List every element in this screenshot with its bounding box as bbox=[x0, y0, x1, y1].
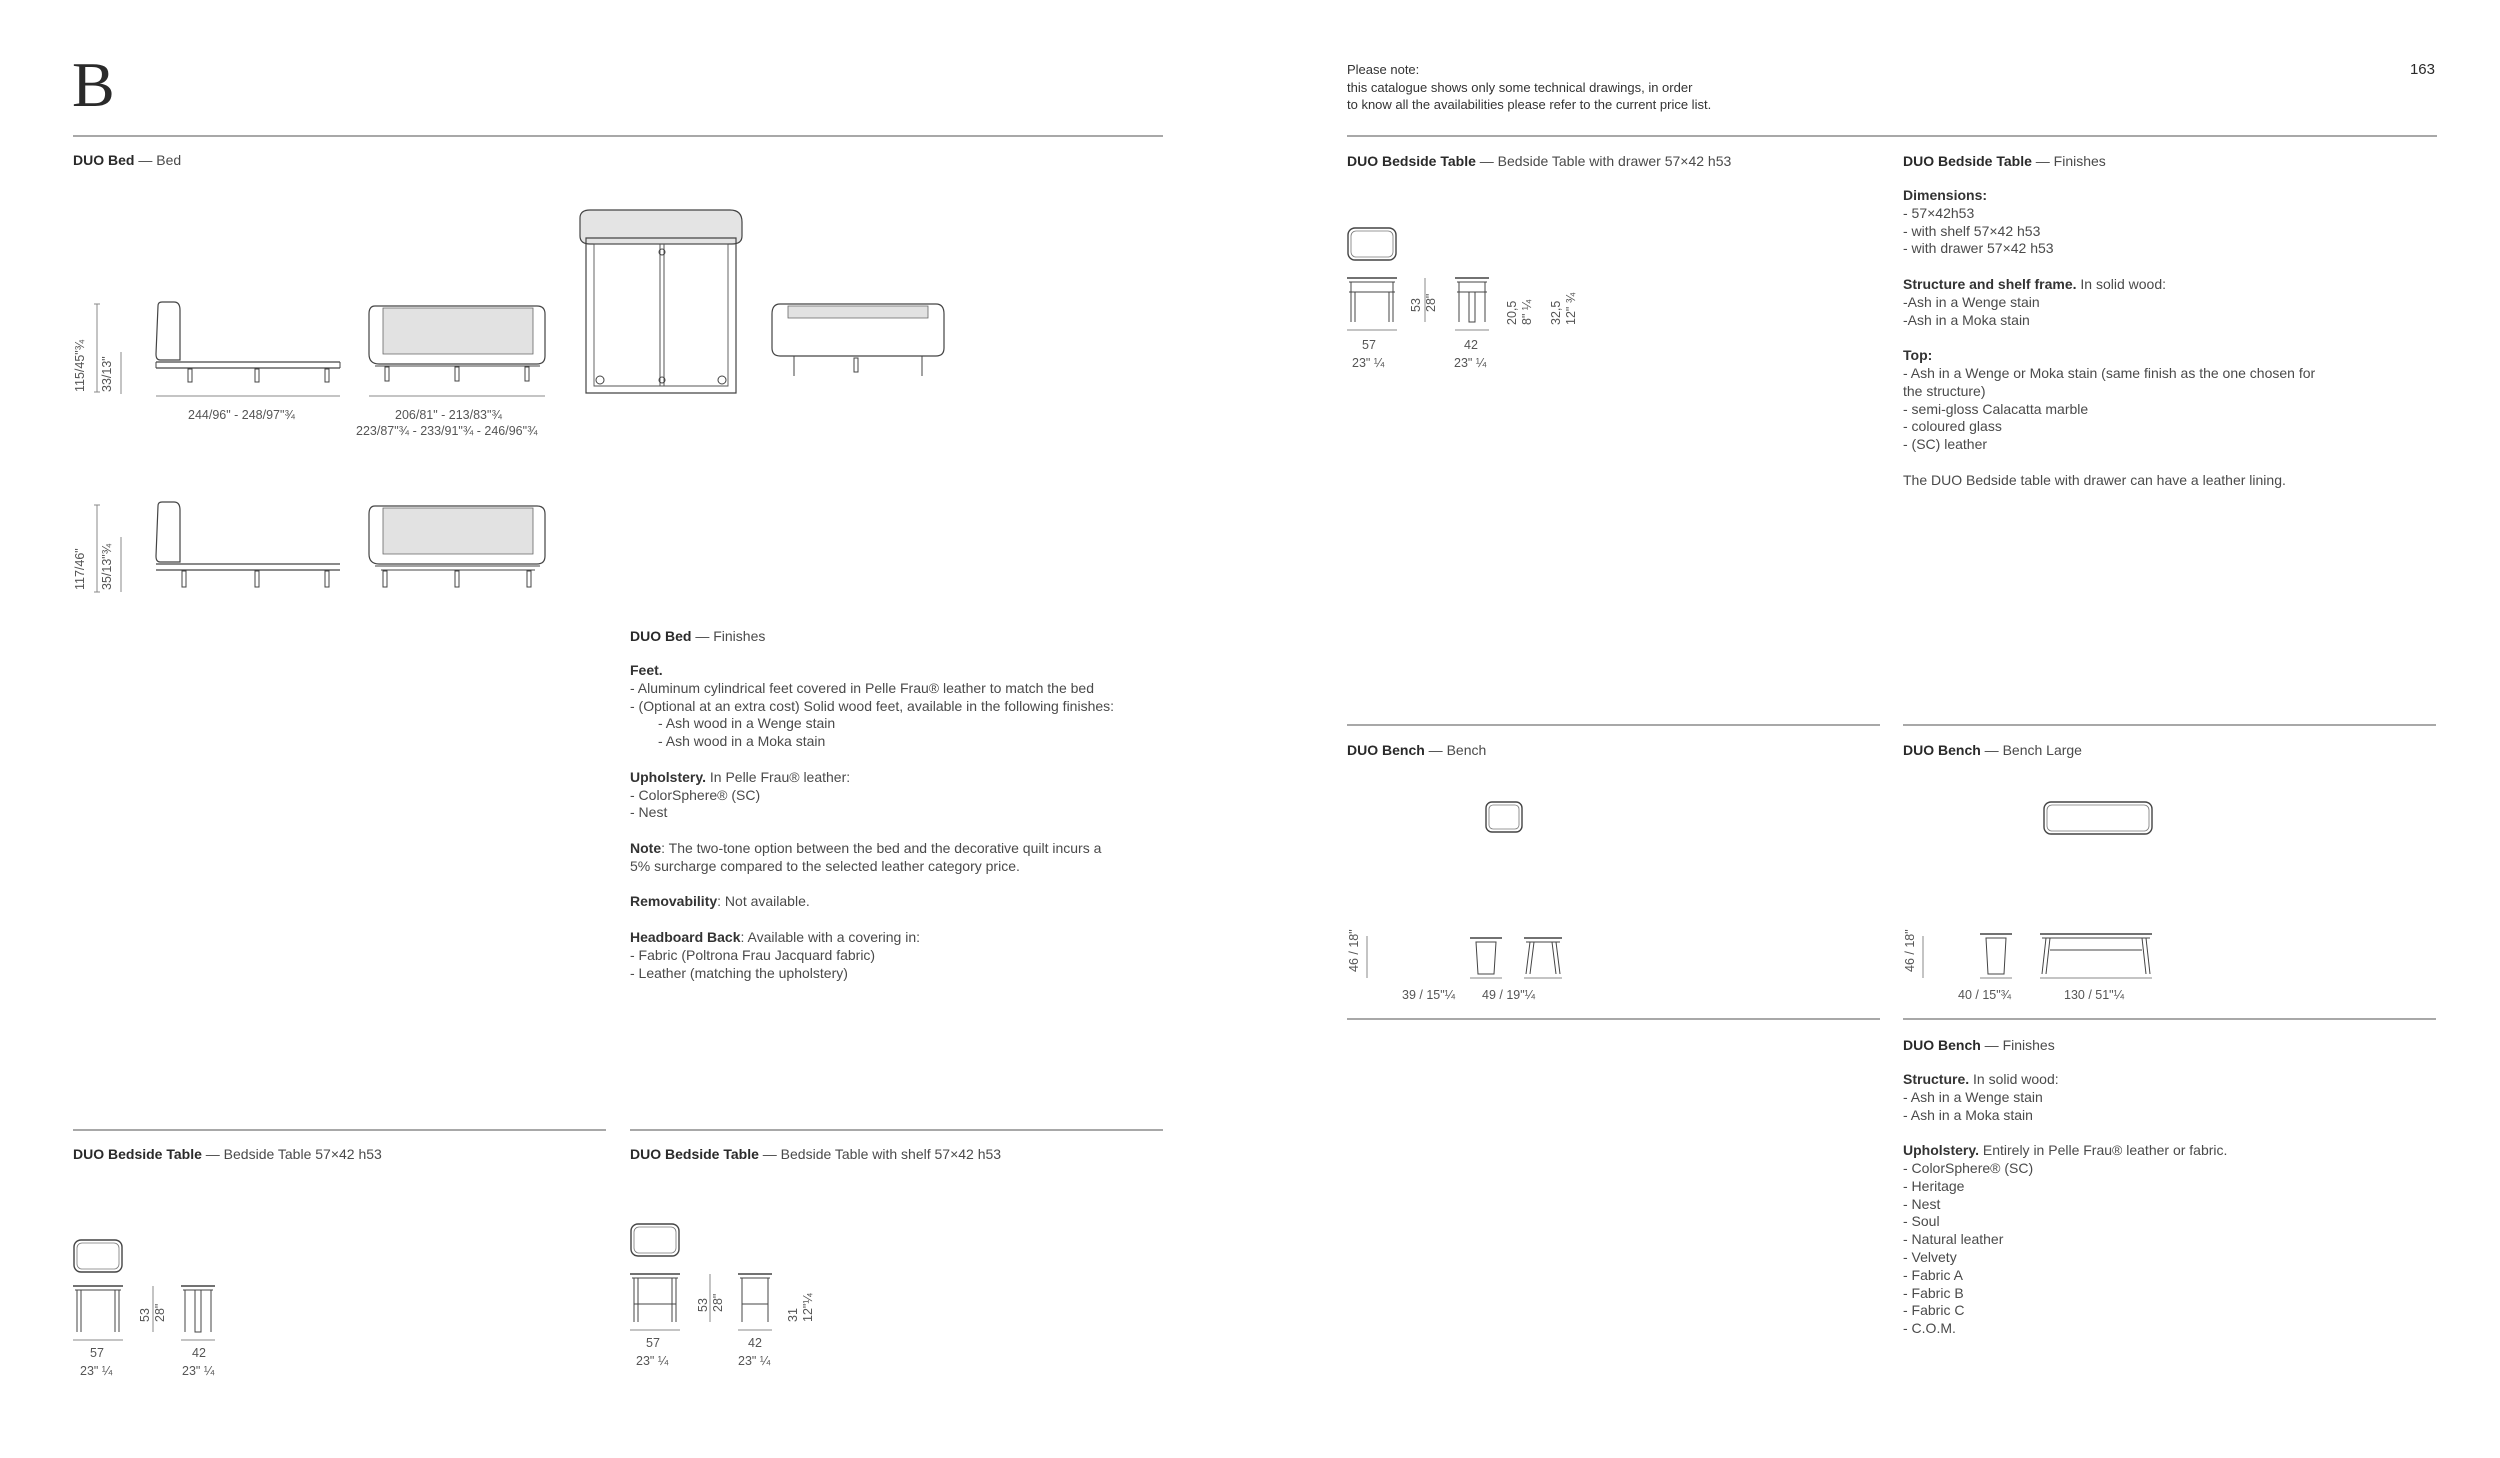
bedside-basic-width: 57 bbox=[90, 1346, 104, 1360]
bedside-basic-depth: 42 bbox=[192, 1346, 206, 1360]
bedside-basic-header: DUO Bedside Table — Bedside Table 57×42 h53 bbox=[73, 1146, 382, 1162]
bed-front-width-options: 223/87"¾ - 233/91"¾ - 246/96"¾ bbox=[356, 424, 538, 438]
divider bbox=[1347, 1018, 1880, 1020]
catalogue-note bbox=[1347, 61, 1711, 114]
bedside-basic-height-in: 28" bbox=[153, 1303, 167, 1322]
bedside-drawer-width-in: 23" ¼ bbox=[1352, 356, 1385, 370]
bed-back-view bbox=[768, 300, 948, 390]
bedside-drawer-inner-height: 32,5 bbox=[1549, 300, 1563, 325]
bed-frame-height-label: 33/13" bbox=[100, 356, 114, 392]
bedside-drawer-depth-in: 23" ¼ bbox=[1454, 356, 1487, 370]
bed-side-view bbox=[150, 300, 345, 400]
bed-header: DUO Bed — Bed bbox=[73, 152, 182, 168]
section-letter: B bbox=[72, 49, 115, 120]
bed-finishes-text: Feet. - Aluminum cylindrical feet covered in Pelle Frau® leather to match the bed - (Optional at an extra cost) Solid wood feet, available in the following finishes: - Ash wood in a Wenge stain - Ash wood in a Moka stain Upholstery. In Pelle Frau® leather: - ColorSphere® (SC) - Nest Note: The two-tone option between the bed and the decorative quilt incurs a 5% surcharge compared to the selected leather category price. Removability: Not available. Headboard Back: Available with a covering in: - Fabric (Poltrona Frau Jacquard fabric) - Leather (matching the upholstery) bbox=[630, 662, 1115, 981]
bed-front-view-alt bbox=[365, 500, 550, 600]
bedside-shelf-depth-in: 23" ¼ bbox=[738, 1354, 771, 1368]
bench-height: 46 / 18" bbox=[1347, 929, 1361, 972]
bench-large-header: DUO Bench — Bench Large bbox=[1903, 742, 2082, 758]
dimension-lines bbox=[118, 352, 128, 602]
bedside-basic-depth-in: 23" ¼ bbox=[182, 1364, 215, 1378]
bedside-basic-height: 53 bbox=[138, 1308, 152, 1322]
bench-drawing bbox=[1470, 800, 1580, 980]
divider bbox=[1903, 1018, 2436, 1020]
bed-front-view bbox=[365, 300, 550, 400]
bedside-drawer-drawer-height-in: 8" ¼ bbox=[1520, 299, 1534, 325]
note-line: to know all the availabilities please refer to the current price list. bbox=[1347, 97, 1712, 112]
bedside-drawer-drawer-height: 20,5 bbox=[1505, 300, 1519, 325]
bench-width: 49 / 19"¼ bbox=[1482, 988, 1536, 1002]
bench-large-height: 46 / 18" bbox=[1903, 929, 1917, 972]
bench-depth: 39 / 15"¼ bbox=[1402, 988, 1456, 1002]
bedside-drawer-width: 57 bbox=[1362, 338, 1376, 352]
divider bbox=[73, 135, 1163, 137]
bedside-basic-drawing bbox=[73, 1238, 233, 1358]
bedside-shelf-height: 53 bbox=[696, 1298, 710, 1312]
bench-finishes-text: Structure. In solid wood: - Ash in a Wenge stain - Ash in a Moka stain Upholstery. Entirely in Pelle Frau® leather or fabric. - ColorSphere® (SC) - Heritage - Nest - Soul - Natural leather - Velvety - Fabric A - Fabric B - Fabric C - C.O.M. bbox=[1903, 1071, 2228, 1337]
bed-front-width-label: 206/81" - 213/83"¾ bbox=[395, 408, 502, 422]
bed-frame-height-label: 35/13"¾ bbox=[100, 543, 114, 590]
bedside-shelf-width: 57 bbox=[646, 1336, 660, 1350]
bedside-shelf-shelf-height-in: 12"¼ bbox=[801, 1293, 815, 1322]
divider bbox=[1347, 135, 2437, 137]
bedside-shelf-header: DUO Bedside Table — Bedside Table with shelf 57×42 h53 bbox=[630, 1146, 1002, 1162]
bed-side-width-label: 244/96" - 248/97"¾ bbox=[188, 408, 295, 422]
bedside-shelf-depth: 42 bbox=[748, 1336, 762, 1350]
bench-large-depth: 40 / 15"¾ bbox=[1958, 988, 2012, 1002]
bedside-drawer-height: 53 bbox=[1409, 298, 1423, 312]
bedside-finishes-header: DUO Bedside Table — Finishes bbox=[1903, 153, 2106, 169]
bedside-shelf-drawing bbox=[630, 1222, 790, 1342]
bed-top-view bbox=[574, 208, 749, 398]
divider bbox=[630, 1129, 1163, 1131]
bedside-drawer-height-in: 28" bbox=[1424, 293, 1438, 312]
bedside-drawer-header: DUO Bedside Table — Bedside Table with drawer 57×42 h53 bbox=[1347, 153, 1732, 169]
bed-height-label: 115/45"¾ bbox=[73, 339, 87, 392]
bench-header: DUO Bench — Bench bbox=[1347, 742, 1487, 758]
page-number: 163 bbox=[2409, 61, 2435, 78]
bedside-shelf-height-in: 28" bbox=[711, 1293, 725, 1312]
note-line: Please note: bbox=[1347, 62, 1420, 77]
bench-large-width: 130 / 51"¼ bbox=[2064, 988, 2125, 1002]
bedside-drawer-depth: 42 bbox=[1464, 338, 1478, 352]
divider bbox=[1347, 724, 1880, 726]
bed-finishes-header: DUO Bed — Finishes bbox=[630, 628, 766, 644]
divider bbox=[73, 1129, 606, 1131]
divider bbox=[1903, 724, 2436, 726]
dimension-lines bbox=[94, 300, 104, 600]
bedside-drawer-drawing bbox=[1347, 226, 1517, 346]
bench-large-drawing bbox=[1980, 800, 2160, 980]
bedside-drawer-inner-height-in: 12" ¾ bbox=[1564, 292, 1578, 325]
bed-height-label: 117/46" bbox=[73, 548, 87, 590]
bedside-basic-width-in: 23" ¼ bbox=[80, 1364, 113, 1378]
bed-side-view-alt bbox=[150, 500, 345, 600]
bench-finishes-header: DUO Bench — Finishes bbox=[1903, 1037, 2055, 1053]
note-line: this catalogue shows only some technical drawings, in order bbox=[1347, 79, 1693, 95]
dimension-lines bbox=[1920, 928, 1930, 988]
bedside-shelf-width-in: 23" ¼ bbox=[636, 1354, 669, 1368]
bedside-shelf-shelf-height: 31 bbox=[786, 1308, 800, 1322]
dimension-lines bbox=[1364, 928, 1374, 988]
bedside-finishes-text: Dimensions: - 57×42h53 - with shelf 57×42 h53 - with drawer 57×42 h53 Structure and shelf frame. In solid wood: -Ash in a Wenge stain -Ash in a Moka stain Top: - Ash in a Wenge or Moka stain (same finish as the one chosen for the structure) - semi-gloss Calacatta marble - coloured glass - (SC) leather The DUO Bedside table with drawer can have a leather lining. bbox=[1903, 187, 2316, 488]
